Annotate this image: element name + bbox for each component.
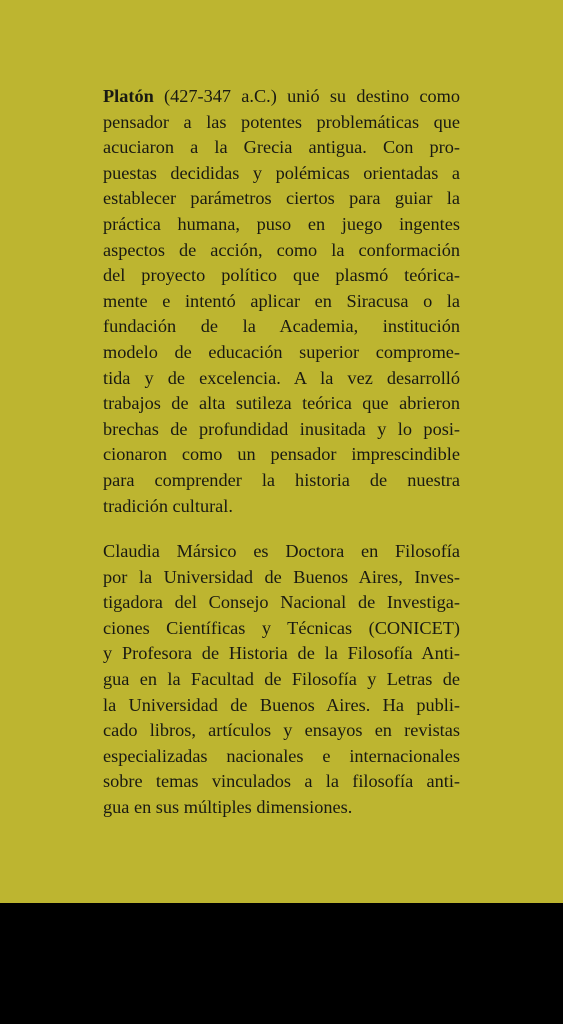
editor-biography [103,539,460,821]
bio-line: gua en la Facultad de Filosofía y Letras de [103,668,460,689]
bio-line: Claudia Mársico es Doctora en Filosofía [103,541,460,561]
bio-line: modelo de educación superior comprome- [103,341,460,362]
bio-line: del proyecto político que plasmó teórica- [103,265,460,286]
bio-line: por la Universidad de Buenos Aires, Inves- [103,566,460,587]
bio-line: brechas de profundidad inusitada y lo posi- [103,418,460,439]
bio-line: cado libros, artículos y ensayos en revistas [103,720,460,741]
bio-line: aspectos de acción, como la conformación [103,239,460,260]
bio-line: trabajos de alta sutileza teórica que abrieron [103,393,460,414]
bio-line: mente e intentó aplicar en Siracusa o la [103,290,460,311]
bio-line: puestas decididas y polémicas orientadas a [103,162,460,183]
bio-line: pensador a las potentes problemáticas que [103,111,460,132]
bio-line: tigadora del Consejo Nacional de Investiga- [103,592,460,613]
bio-line: Platón (427-347 a.C.) unió su destino como [103,86,460,106]
bio-line: cionaron como un pensador imprescindible [103,444,460,465]
author-name: Platón [103,86,154,106]
bio-line: fundación de la Academia, institución [103,316,460,337]
bio-line: y Profesora de Historia de la Filosofía Anti- [103,643,460,664]
bio-line: tradición cultural. [103,495,233,516]
bio-line: sobre temas vinculados a la filosofía anti- [103,771,460,792]
bio-line: gua en sus múltiples dimensiones. [103,796,353,817]
bio-line: práctica humana, puso en juego ingentes [103,213,460,234]
bio-line: para comprender la historia de nuestra [103,469,460,490]
bio-line: especializadas nacionales e internacionales [103,745,460,766]
bio-line: ciones Científicas y Técnicas (CONICET) [103,617,460,638]
bio-line: establecer parámetros ciertos para guiar la [103,188,460,209]
bio-line: acuciaron a la Grecia antigua. Con pro- [103,137,460,158]
bottom-black-band [0,903,563,1024]
bio-line: tida y de excelencia. A la vez desarrolló [103,367,460,388]
bio-line: la Universidad de Buenos Aires. Ha publi- [103,694,460,715]
author-biography [103,84,460,519]
